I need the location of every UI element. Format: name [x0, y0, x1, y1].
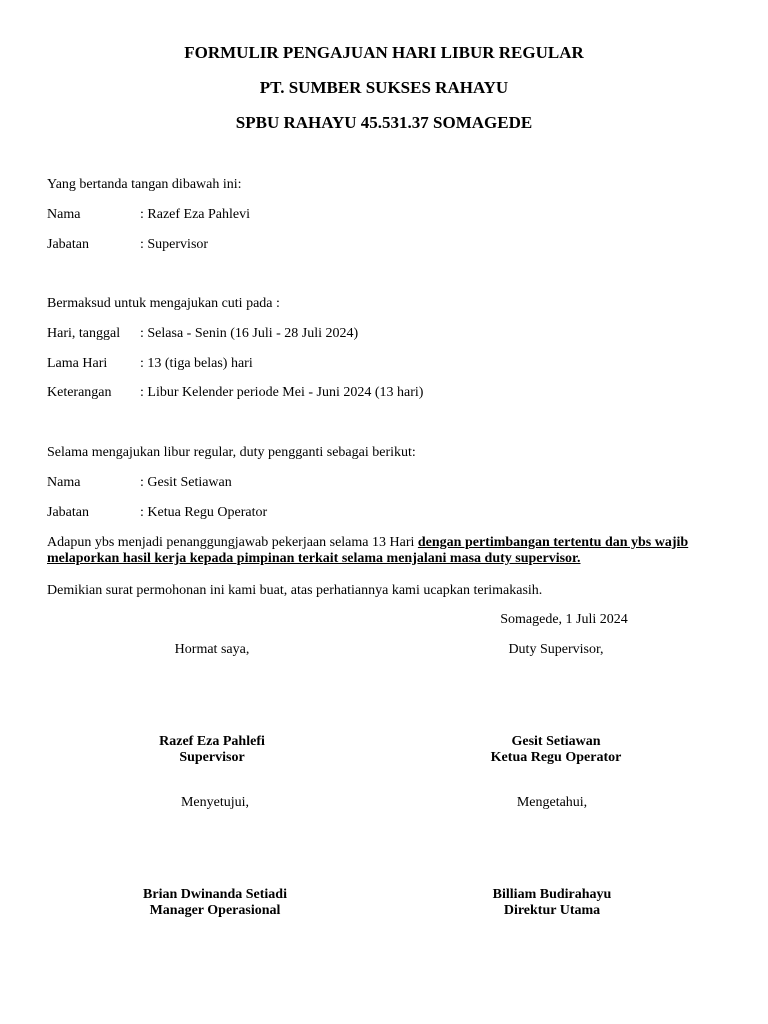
acknowledger-title: Direktur Utama: [503, 903, 601, 918]
replacement-name-label: Nama: [47, 475, 81, 490]
leave-date-label: Hari, tanggal: [47, 326, 121, 341]
acknowledge-label: Mengetahui,: [516, 795, 588, 810]
right-signer-title: Ketua Regu Operator: [490, 750, 622, 765]
document-title: FORMULIR PENGAJUAN HARI LIBUR REGULAR: [184, 43, 584, 62]
applicant-position-row: [47, 236, 208, 254]
applicant-position-label: Jabatan: [47, 237, 89, 252]
leave-date-row: [47, 325, 358, 343]
right-signer-name: Gesit Setiawan: [511, 734, 601, 749]
replacement-name-row: [47, 474, 232, 492]
approve-label: Menyetujui,: [180, 795, 250, 810]
leave-date-value: : Selasa - Senin (16 Juli - 28 Juli 2024): [140, 326, 359, 341]
replacement-position-row: [47, 504, 267, 522]
left-signer-name: Razef Eza Pahlefi: [159, 734, 265, 749]
applicant-name-value: : Razef Eza Pahlevi: [140, 207, 251, 222]
replacement-position-value: : Ketua Regu Operator: [140, 505, 268, 520]
acknowledger-name: Billiam Budirahayu: [492, 887, 612, 902]
left-greeting: Hormat saya,: [174, 642, 250, 657]
leave-intro: Bermaksud untuk mengajukan cuti pada :: [47, 296, 280, 311]
replacement-name-value: : Gesit Setiawan: [140, 475, 232, 490]
station-name: SPBU RAHAYU 45.531.37 SOMAGEDE: [235, 113, 533, 132]
leave-note-row: [47, 384, 423, 402]
statement-plain: Adapun ybs menjadi penanggungjawab pekerjaan selama 13 Hari: [47, 535, 418, 550]
statement-emphasis: dengan pertimbangan tertentu dan ybs wajib melaporkan hasil kerja kepada pimpinan terkait selama menjalani masa duty supervisor.: [47, 535, 689, 566]
applicant-intro: Yang bertanda tangan dibawah ini:: [47, 177, 242, 192]
leave-note-label: Keterangan: [47, 385, 112, 400]
replacement-intro: Selama mengajukan libur regular, duty pengganti sebagai berikut:: [47, 445, 416, 460]
leave-duration-row: [47, 355, 253, 373]
leave-duration-label: Lama Hari: [47, 356, 108, 371]
place-date: Somagede, 1 Juli 2024: [500, 612, 628, 627]
closing-text: Demikian surat permohonan ini kami buat, atas perhatiannya kami ucapkan terimakasih.: [47, 583, 543, 598]
applicant-position-value: : Supervisor: [140, 237, 209, 252]
responsibility-statement: [47, 535, 727, 567]
right-greeting: Duty Supervisor,: [508, 642, 604, 657]
applicant-name-row: [47, 206, 250, 224]
leave-note-value: : Libur Kelender periode Mei - Juni 2024 (13 hari): [140, 385, 424, 400]
approver-title: Manager Operasional: [149, 903, 281, 918]
company-name: PT. SUMBER SUKSES RAHAYU: [259, 78, 509, 97]
left-signer-title: Supervisor: [179, 750, 245, 765]
approver-name: Brian Dwinanda Setiadi: [143, 887, 287, 902]
replacement-position-label: Jabatan: [47, 505, 89, 520]
leave-duration-value: : 13 (tiga belas) hari: [140, 356, 253, 371]
applicant-name-label: Nama: [47, 207, 81, 222]
